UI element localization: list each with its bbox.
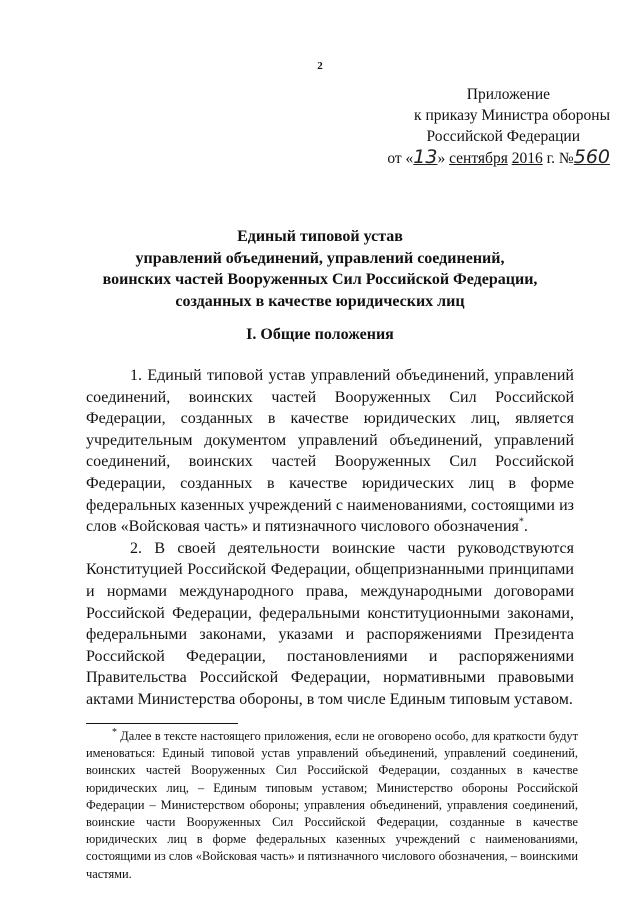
order-number: 560 [573, 146, 610, 168]
date-month: сентября [449, 150, 508, 167]
footnote-mark-ref: * [112, 726, 117, 738]
appendix-line-1: Приложение [466, 86, 550, 103]
date-suffix: г. № [542, 150, 574, 167]
document-title [60, 226, 580, 312]
footnote-mark: * [518, 516, 524, 528]
footnote [86, 728, 578, 883]
date-mid: » [437, 150, 450, 167]
page-number: 2 [317, 60, 323, 72]
date-year: 2016 [511, 150, 543, 167]
title-line: управлений объединений, управлений соединений, [135, 249, 505, 267]
paragraph-1-text: 1. Единый типовой устав управлений объединений, управлений соединений, воинских частей Вооруженных Сил Российской Федерации, созданных в качестве юридических лиц, является учредительным документом управлений объединений, управлений соединений, воинских частей Вооруженных Сил Российской Федерации, созданных в качестве юридических лиц в форме федеральных казенных учреждений с наименованиями, состоящими из слов «Войсковая часть» и пятизначного числового обозначения [86, 367, 574, 536]
appendix-line-2: к приказу Министра обороны [414, 107, 610, 124]
title-line: воинских частей Вооруженных Сил Российской Федерации, [102, 271, 538, 288]
date-day: 13 [413, 146, 438, 168]
footnote-text: Далее в тексте настоящего приложения, если не оговорено особо, для краткости будут именоваться: Единый типовой устав управлений объединений, управлений соединений, воинских частей Вооруженных Сил Российской Федерации, созданных в качестве юридических лиц, – Единым типовым уставом; Министерство обороны Российской Федерации – Министерством обороны; управления объединений, управления соединений, воинские части Вооруженных Сил Российской Федерации, созданные в качестве юридических лиц в форме федеральных казенных учреждений с наименованиями, состоящими из слов «Войсковая часть» и пятизначного числового обозначения, – воинскими частями. [86, 729, 578, 881]
footnote-paragraph [86, 728, 578, 883]
footnote-divider [86, 723, 238, 724]
paragraph-1-end: . [523, 518, 528, 536]
paragraph-1 [86, 365, 574, 538]
paragraph-2: 2. В своей деятельности воинские части руководствуются Конституцией Российской Федерации, общепризнанными принципами и нормами международного права, международными договорами Российской Федерации, федеральными конституционными законами, федеральными законами, указами и распоряжениями Президента Российской Федерации, постановлениями и распоряжениями Правительства Российской Федерации, нормативными правовыми актами Министерства обороны, в том числе Единым типовым уставом. [86, 539, 574, 708]
title-line: созданных в качестве юридических лиц [175, 292, 465, 310]
body-text [86, 365, 574, 711]
date-prefix: от « [387, 150, 414, 167]
appendix-line-3: Российской Федерации [426, 128, 580, 145]
section-heading: I. Общие положения [246, 326, 394, 343]
appendix-date-line [310, 147, 610, 169]
title-line: Единый типовой устав [237, 228, 403, 245]
appendix-header [310, 84, 610, 169]
